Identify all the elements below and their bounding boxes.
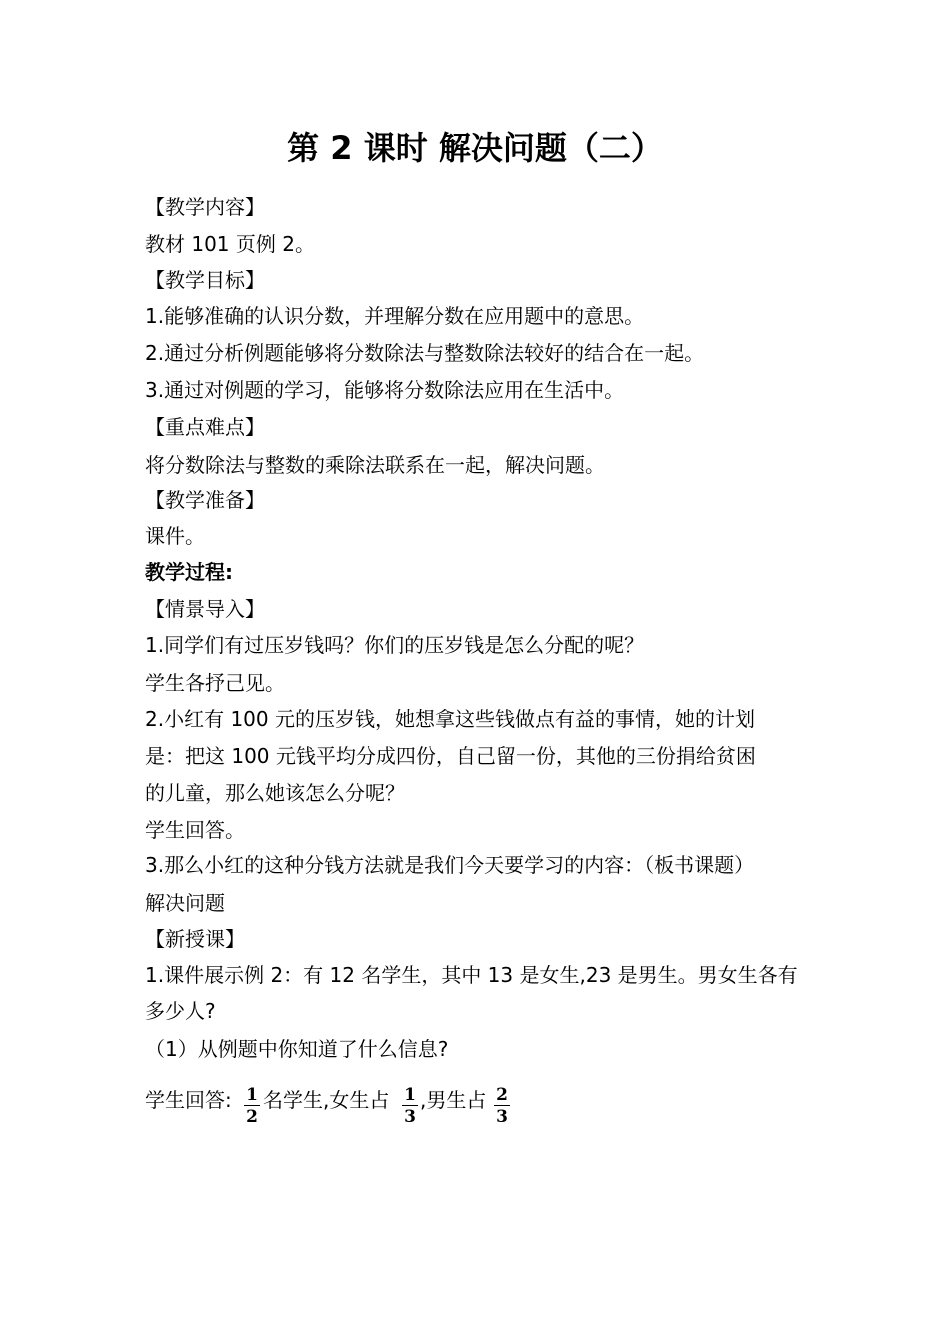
- text-line: 3.通过对例题的学习，能够将分数除法应用在生活中。: [145, 378, 625, 402]
- fraction-bar: [244, 1105, 260, 1106]
- text-line: 解决问题: [145, 891, 225, 915]
- fraction-denominator: 2: [246, 1107, 258, 1127]
- text-line: 2.小红有 100 元的压岁钱，她想拿这些钱做点有益的事情，她的计划: [145, 707, 755, 731]
- text-line: 1.课件展示例 2：有 12 名学生，其中 13 是女生,23 是男生。男女生各有: [145, 963, 798, 987]
- section-heading-content: 【教学内容】: [145, 195, 265, 219]
- section-heading-goals: 【教学目标】: [145, 268, 265, 292]
- section-heading-intro: 【情景导入】: [145, 597, 265, 621]
- text-line: 是：把这 100 元钱平均分成四份，自己留一份，其他的三份捐给贫困: [145, 744, 756, 768]
- fraction-denominator: 3: [496, 1107, 508, 1127]
- text-line: 的儿童，那么她该怎么分呢？: [145, 781, 405, 805]
- fraction-bar: [494, 1105, 510, 1106]
- text-line: 课件。: [145, 524, 205, 548]
- answer-text-1: 名学生,女生占: [263, 1088, 390, 1112]
- fraction-1: [244, 1086, 260, 1126]
- section-heading-preparation: 【教学准备】: [145, 488, 265, 512]
- text-line: 3.那么小红的这种分钱方法就是我们今天要学习的内容：（板书课题）: [145, 853, 755, 877]
- text-line: 学生回答。: [145, 818, 245, 842]
- text-line: 将分数除法与整数的乘除法联系在一起，解决问题。: [145, 453, 605, 477]
- text-line: （1）从例题中你知道了什么信息?: [145, 1037, 449, 1061]
- text-line: 1.同学们有过压岁钱吗？你们的压岁钱是怎么分配的呢？: [145, 633, 645, 657]
- fraction-denominator: 3: [404, 1107, 416, 1127]
- fraction-numerator: 1: [404, 1085, 416, 1105]
- answer-prefix: 学生回答:: [145, 1088, 232, 1112]
- text-line: 教材 101 页例 2。: [145, 232, 315, 256]
- page-title: 第 2 课时 解决问题（二）: [287, 129, 663, 167]
- text-line: 2.通过分析例题能够将分数除法与整数除法较好的结合在一起。: [145, 341, 705, 365]
- fraction-numerator: 1: [246, 1085, 258, 1105]
- text-line: 学生各抒己见。: [145, 671, 285, 695]
- section-heading-new-lesson: 【新授课】: [145, 927, 245, 951]
- fraction-bar: [402, 1105, 418, 1106]
- fraction-3: [494, 1086, 510, 1126]
- text-line: 多少人?: [145, 999, 216, 1023]
- section-heading-process: 教学过程:: [145, 560, 233, 584]
- text-line: 1.能够准确的认识分数，并理解分数在应用题中的意思。: [145, 304, 645, 328]
- answer-text-2: ,男生占: [420, 1088, 487, 1112]
- fraction-2: [402, 1086, 418, 1126]
- fraction-numerator: 2: [496, 1085, 508, 1105]
- section-heading-key-points: 【重点难点】: [145, 415, 265, 439]
